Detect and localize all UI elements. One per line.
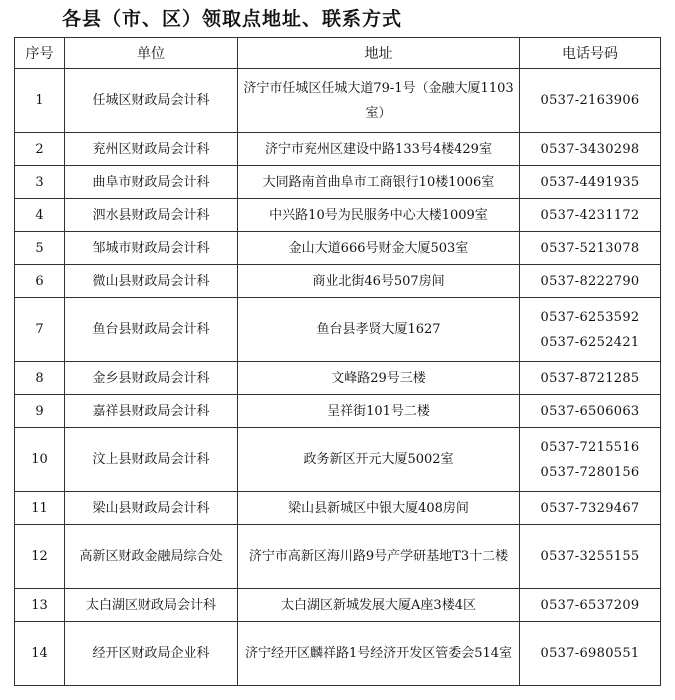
row-phone [520,265,661,298]
row-address: 太白湖区新城发展大厦A座3楼4区 [238,589,520,622]
phone-number: 0537-6537209 [540,597,640,613]
row-no: 4 [15,199,65,232]
table-header-row [15,38,661,69]
table-row [15,492,661,525]
row-phone [520,133,661,166]
row-unit: 嘉祥县财政局会计科 [65,395,238,428]
table-row [15,362,661,395]
row-phone [520,525,661,589]
row-no: 3 [15,166,65,199]
row-address: 呈祥街101号二楼 [238,395,520,428]
row-phone [520,166,661,199]
page-title: 各县（市、区）领取点地址、联系方式 [62,8,403,30]
row-phone [520,428,661,492]
row-unit: 任城区财政局会计科 [65,69,238,133]
row-phone [520,69,661,133]
phone-number: 0537-6980551 [540,646,640,661]
row-phone [520,589,661,622]
row-no: 5 [15,232,65,265]
row-no: 11 [15,492,65,525]
table-row [15,622,661,686]
phone-number: 0537-4491935 [540,174,640,190]
table-row [15,589,661,622]
row-phone [520,199,661,232]
row-unit: 经开区财政局企业科 [65,622,238,686]
table-row [15,133,661,166]
phone-number: 0537-3255155 [540,549,640,564]
header-unit: 单位 [65,38,238,69]
row-no: 8 [15,362,65,395]
row-unit: 曲阜市财政局会计科 [65,166,238,199]
row-phone [520,395,661,428]
table-row [15,166,661,199]
row-no: 7 [15,298,65,362]
row-phone [520,298,661,362]
row-unit: 金乡县财政局会计科 [65,362,238,395]
header-phone: 电话号码 [520,38,661,69]
row-phone [520,622,661,686]
phone-number: 0537-5213078 [540,240,640,256]
table-row [15,199,661,232]
header-no: 序号 [15,38,65,69]
row-address: 金山大道666号财金大厦503室 [238,232,520,265]
row-address: 大同路南首曲阜市工商银行10楼1006室 [238,166,520,199]
row-unit: 微山县财政局会计科 [65,265,238,298]
table-row [15,69,661,133]
row-address: 梁山县新城区中银大厦408房间 [238,492,520,525]
row-address: 济宁市高新区海川路9号产学研基地T3十二楼 [238,525,520,589]
row-no: 2 [15,133,65,166]
row-unit: 梁山县财政局会计科 [65,492,238,525]
row-address: 济宁市兖州区建设中路133号4楼429室 [238,133,520,166]
table-row [15,395,661,428]
row-no: 14 [15,622,65,686]
header-address: 地址 [238,38,520,69]
row-no: 12 [15,525,65,589]
row-unit: 兖州区财政局会计科 [65,133,238,166]
row-address: 鱼台县孝贤大厦1627 [238,298,520,362]
phone-number: 0537-3430298 [540,141,640,157]
row-no: 9 [15,395,65,428]
row-unit: 汶上县财政局会计科 [65,428,238,492]
table-row [15,298,661,362]
row-unit: 高新区财政金融局综合处 [65,525,238,589]
phone-number: 0537-7215516 [540,439,640,455]
phone-number: 0537-8721285 [540,370,640,386]
row-phone [520,492,661,525]
row-address: 济宁经开区麟祥路1号经济开发区管委会514室 [238,622,520,686]
row-address: 文峰路29号三楼 [238,362,520,395]
row-address: 政务新区开元大厦5002室 [238,428,520,492]
row-phone [520,362,661,395]
table-row [15,525,661,589]
row-unit: 太白湖区财政局会计科 [65,589,238,622]
row-address: 中兴路10号为民服务中心大楼1009室 [238,199,520,232]
phone-number: 0537-7329467 [540,500,640,516]
table-row [15,232,661,265]
row-unit: 泗水县财政局会计科 [65,199,238,232]
row-unit: 邹城市财政局会计科 [65,232,238,265]
contacts-table [14,37,661,686]
row-phone [520,232,661,265]
table-row [15,428,661,492]
row-no: 13 [15,589,65,622]
phone-number: 0537-4231172 [540,207,640,223]
phone-number: 0537-7280156 [540,464,640,480]
phone-number: 0537-6252421 [540,334,640,350]
phone-number: 0537-6506063 [540,403,640,419]
row-no: 6 [15,265,65,298]
phone-number: 0537-2163906 [540,93,640,108]
row-unit: 鱼台县财政局会计科 [65,298,238,362]
phone-number: 0537-8222790 [540,273,640,289]
table-row [15,265,661,298]
row-no: 1 [15,69,65,133]
row-no: 10 [15,428,65,492]
row-address: 济宁市任城区任城大道79-1号（金融大厦1103室） [238,69,520,133]
row-address: 商业北街46号507房间 [238,265,520,298]
phone-number: 0537-6253592 [540,309,640,325]
